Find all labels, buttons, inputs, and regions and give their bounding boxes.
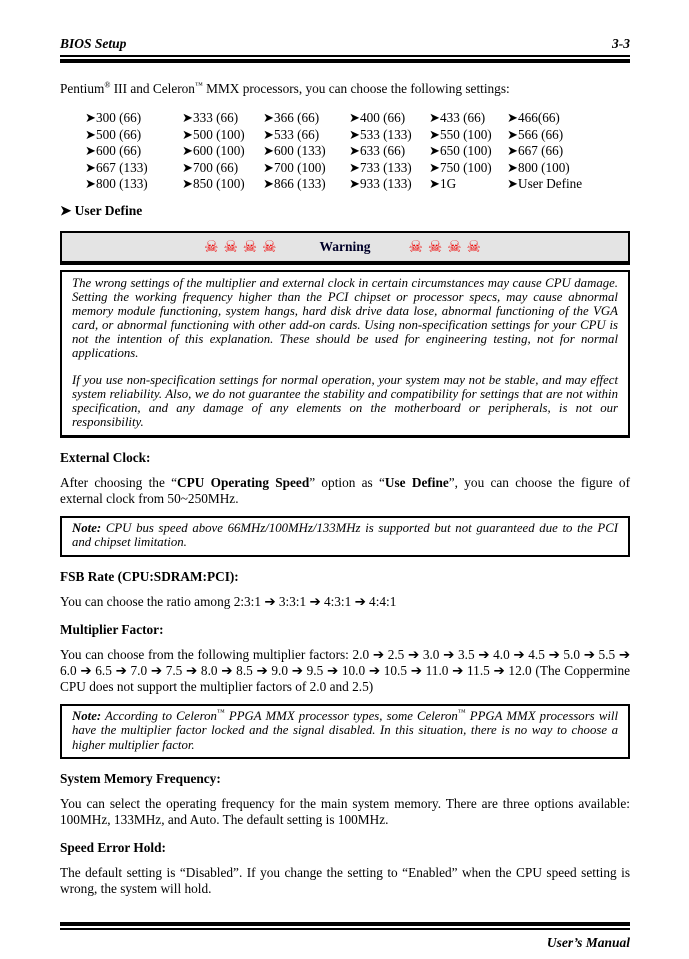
warning-text-box — [60, 270, 630, 438]
section-heading-system-memory: System Memory Frequency: — [60, 771, 221, 787]
note-box-celeron: Note: According to Celeron™ PPGA MMX processor types, some Celeron™ PPGA MMX processors will have the multiplier factor locked and the signal disabled. In this situation, there is no way to choose a higher multiplier factor. — [60, 704, 630, 760]
cpu-speed-option: ➤366 (66) — [263, 110, 320, 125]
cpu-speed-option: ➤733 (133) — [349, 159, 412, 175]
skull-icons-right: ☠☠☠☠ — [408, 236, 486, 256]
cpu-speed-option: ➤400 (66) — [349, 110, 406, 125]
page-footer — [60, 922, 630, 951]
warning-paragraph: The wrong settings of the multiplier and external clock in certain circumstances may cause CPU damage. Setting the working frequency higher than the PCI chipset or processor specs, may cause abnormal memory module functioning, system hangs, hard disk drive data lose, abnormal functioning of the VGA card, or abnormal functioning with other add-on cards. Using non-specification settings for your CPU is not the intention of this explanation. These should be used for engineering testing, not for normal applications. — [72, 275, 618, 360]
cpu-speed-option: ➤User Define — [507, 176, 583, 191]
cpu-speed-option: ➤800 (100) — [507, 159, 570, 175]
cpu-speed-option: ➤533 (133) — [349, 126, 412, 142]
cpu-speed-option: ➤433 (66) — [429, 110, 486, 125]
cpu-speed-option: ➤466(66) — [507, 110, 560, 125]
cpu-speed-option: ➤600 (66) — [85, 143, 142, 158]
section-heading-speed-error-hold: Speed Error Hold: — [60, 840, 166, 856]
cpu-speed-option: ➤667 (66) — [507, 143, 564, 158]
cpu-speed-option: ➤600 (100) — [182, 143, 245, 158]
cpu-speed-options-grid — [85, 110, 630, 193]
page-number: 3-3 — [612, 36, 630, 51]
warning-banner — [60, 231, 630, 265]
cpu-speed-option: ➤700 (100) — [263, 159, 326, 175]
section-heading-fsb-rate: FSB Rate (CPU:SDRAM:PCI): — [60, 568, 239, 584]
user-define-line: ➤ User Define — [60, 202, 143, 218]
fsb-rate-paragraph: You can choose the ratio among 2:3:1 ➔ 3:3:1 ➔ 4:3:1 ➔ 4:4:1 — [60, 593, 397, 609]
system-memory-paragraph: You can select the operating frequency for the main system memory. There are three options available: 100MHz, 133MHz, and Auto. The default setting is 100MHz. — [60, 796, 630, 828]
warning-label: Warning — [319, 238, 371, 254]
cpu-speed-option: ➤650 (100) — [429, 143, 492, 158]
multiplier-factor-paragraph: You can choose from the following multiplier factors: 2.0 ➔ 2.5 ➔ 3.0 ➔ 3.5 ➔ 4.0 ➔ 4.5 ➔ 5.0 ➔ 5.5 ➔ 6.0 ➔ 6.5 ➔ 7.0 ➔ 7.5 ➔ 8.0 ➔ 8.5 ➔ 9.0 ➔ 9.5 ➔ 10.0 ➔ 10.5 ➔ 11.0 ➔ 11.5 ➔ 12.0 (The Coppermine CPU does not support the multiplier factors of 2.0 and 2.5) — [60, 646, 630, 694]
cpu-speed-option: ➤933 (133) — [349, 176, 412, 191]
cpu-speed-option: ➤850 (100) — [182, 176, 245, 191]
cpu-speed-option: ➤1G — [429, 176, 457, 191]
cpu-speed-option: ➤667 (133) — [85, 159, 148, 175]
note-box-pci: Note: CPU bus speed above 66MHz/100MHz/133MHz is supported but not guaranteed due to the PCI and chipset limitation. — [60, 516, 630, 557]
cpu-speed-option: ➤500 (66) — [85, 126, 142, 142]
cpu-speed-option: ➤333 (66) — [182, 110, 239, 125]
intro-paragraph: Pentium® III and Celeron™ MMX processors, you can choose the following settings: — [60, 80, 510, 96]
cpu-speed-option: ➤866 (133) — [263, 176, 326, 191]
footer-text: User’s Manual — [546, 935, 630, 950]
section-heading-external-clock: External Clock: — [60, 449, 151, 465]
cpu-speed-option: ➤750 (100) — [429, 159, 492, 175]
cpu-speed-option: ➤566 (66) — [507, 126, 564, 142]
warning-paragraph: If you use non-specification settings for normal operation, your system may not be stable, and may effect system reliability. Also, we do not guarantee the stability and compatibility for settings that are not within specification, and any damage of any elements on the motherboard or peripherals, is not our responsibility. — [72, 372, 618, 429]
cpu-speed-option: ➤300 (66) — [85, 110, 142, 125]
section-heading-multiplier-factor: Multiplier Factor: — [60, 621, 164, 637]
cpu-speed-option: ➤550 (100) — [429, 126, 492, 142]
cpu-speed-option: ➤800 (133) — [85, 176, 148, 191]
external-clock-paragraph: After choosing the “CPU Operating Speed” option as “Use Define”, you can choose the figure of external clock from 50~250MHz. — [60, 474, 630, 506]
cpu-speed-option: ➤700 (66) — [182, 159, 239, 175]
speed-error-hold-paragraph: The default setting is “Disabled”. If you change the setting to “Enabled” when the CPU speed setting is wrong, the system will hold. — [60, 865, 630, 897]
cpu-speed-option: ➤533 (66) — [263, 126, 320, 142]
skull-icons-left: ☠☠☠☠ — [204, 236, 282, 256]
cpu-speed-option: ➤633 (66) — [349, 143, 406, 158]
header-double-rule — [60, 55, 630, 63]
cpu-speed-option: ➤600 (133) — [263, 143, 326, 158]
header-title: BIOS Setup — [60, 36, 127, 51]
footer-double-rule — [60, 922, 630, 930]
cpu-speed-option: ➤500 (100) — [182, 126, 245, 142]
page-header — [60, 36, 630, 52]
